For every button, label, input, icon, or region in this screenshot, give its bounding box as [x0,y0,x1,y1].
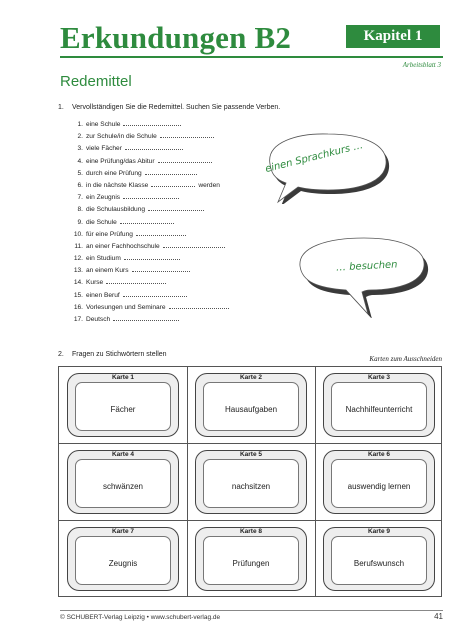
card-body [331,382,427,431]
list-item [70,157,229,169]
list-item [70,278,229,290]
card-heading: Karte 8 [239,528,263,535]
fill-in-blank [160,132,214,138]
card-heading: Karte 3 [367,374,391,381]
list-item [70,266,229,278]
card-keyword: nachsitzen [231,482,271,491]
card-keyword: Fächer [110,405,136,414]
list-item-text: ein Studium [86,255,121,263]
chapter-badge: Kapitel 1 [346,25,440,48]
page-number: 41 [434,612,443,621]
list-item-text: eine Prüfung/das Abitur [86,157,155,165]
list-item [70,193,229,205]
speech-bubble-shape [290,234,434,318]
card-4 [67,450,179,514]
fill-in-blank [120,218,174,224]
list-item-text: die Schulausbildung [86,206,146,214]
list-item-number: 12. [73,255,83,263]
fill-in-blank [163,242,225,248]
card-grid [58,366,442,597]
fill-in-blank [123,120,181,126]
bubble-text-sprachkurs: einen Sprachkurs … [264,140,365,175]
list-item-number: 6. [77,181,83,189]
list-item [70,315,229,327]
list-item [70,242,229,254]
list-item-text: die Schule [86,218,117,226]
card-heading: Karte 5 [239,451,263,458]
list-item-number: 3. [77,145,83,153]
list-item-number: 2. [77,133,83,141]
card-heading: Karte 7 [111,528,135,535]
list-item-text: zur Schule/in die Schule [86,133,157,141]
fill-in-blank [151,181,195,187]
task-2 [58,351,167,358]
card-body [331,536,427,585]
grid-divider [187,367,188,596]
phrase-list [70,120,229,327]
list-item-text: durch eine Prüfung [86,169,142,177]
card-heading: Karte 9 [367,528,391,535]
list-item-text: viele Fächer [86,145,122,153]
list-item-number: 14. [73,279,83,287]
list-item-text: Vorlesungen und Seminare [86,303,166,311]
list-item-text: Deutsch [86,316,111,323]
bubble-text-besuchen: … besuchen [335,259,398,274]
card-body [203,382,299,431]
list-item [70,303,229,315]
card-body [203,459,299,508]
fill-in-blank [132,266,190,272]
task-1 [58,104,280,111]
card-7 [67,527,179,591]
list-item-text: in die nächste Klasse [86,181,149,189]
fill-in-blank [106,278,166,284]
grid-divider [59,443,441,444]
cut-out-label: Karten zum Ausschneiden [369,355,442,363]
list-item-text: an einer Fachhochschule [86,242,160,250]
card-keyword: auswendig lernen [347,482,411,491]
card-1 [67,373,179,437]
fill-in-blank [169,303,229,309]
list-item-number: 10. [73,230,83,238]
list-item-number: 17. [73,316,83,323]
fill-in-blank [124,254,180,260]
fill-in-blank [145,169,197,175]
card-heading: Karte 4 [111,451,135,458]
card-keyword: Hausaufgaben [224,405,278,414]
card-body [75,536,171,585]
grid-divider [59,520,441,521]
list-item-text: einen Beruf [86,291,120,299]
list-item-number: 4. [77,157,83,165]
list-item-suffix: werden [198,181,220,189]
card-heading: Karte 2 [239,374,263,381]
card-body [75,382,171,431]
grid-divider [315,367,316,596]
worksheet-label: Arbeitsblatt 3 [402,61,441,69]
list-item-number: 7. [77,194,83,202]
card-keyword: schwänzen [102,482,144,491]
list-item [70,254,229,266]
fill-in-blank [158,157,212,163]
list-item [70,230,229,242]
section-title: Redemittel [60,73,132,90]
list-item-number: 1. [77,121,83,128]
list-item-text: Kurse [86,279,104,287]
card-keyword: Prüfungen [232,559,270,568]
list-item [70,291,229,303]
list-item [70,205,229,217]
card-keyword: Berufswunsch [353,559,405,568]
fill-in-blank [113,315,179,321]
card-body [203,536,299,585]
list-item [70,144,229,156]
list-item-number: 15. [73,291,83,299]
card-6 [323,450,435,514]
fill-in-blank [125,144,183,150]
card-body [331,459,427,508]
list-item-text: an einem Kurs [86,267,129,275]
list-item-number: 5. [77,169,83,177]
footer-rule [60,610,443,611]
card-keyword: Zeugnis [108,559,138,568]
card-keyword: Nachhilfeunterricht [345,405,413,414]
header-rule [60,56,443,58]
list-item-number: 9. [77,218,83,226]
list-item [70,218,229,230]
list-item-number: 8. [77,206,83,214]
task-1-instruction: Vervollständigen Sie die Redemittel. Suchen Sie passende Verben. [72,104,281,111]
list-item-text: eine Schule [86,121,121,128]
fill-in-blank [123,193,179,199]
list-item-text: für eine Prüfung [86,230,133,238]
card-5 [195,450,307,514]
fill-in-blank [148,205,204,211]
list-item-number: 16. [73,303,83,311]
list-item-text: ein Zeugnis [86,194,121,202]
book-title: Erkundungen B2 [60,20,292,55]
card-heading: Karte 6 [367,451,391,458]
task-2-number: 2. [58,351,64,358]
page-header [60,22,443,56]
list-item-number: 13. [73,267,83,275]
card-3 [323,373,435,437]
list-item-number: 11. [74,242,83,250]
card-body [75,459,171,508]
list-item [70,132,229,144]
publisher-footer: © SCHUBERT-Verlag Leipzig • www.schubert-verlag.de [60,614,221,621]
list-item [70,120,229,132]
card-2 [195,373,307,437]
fill-in-blank [136,230,186,236]
task-2-instruction: Fragen zu Stichwörtern stellen [72,351,167,358]
card-heading: Karte 1 [111,374,135,381]
card-9 [323,527,435,591]
card-8 [195,527,307,591]
fill-in-blank [123,291,187,297]
list-item [70,181,229,193]
list-item [70,169,229,181]
task-1-number: 1. [58,104,64,111]
